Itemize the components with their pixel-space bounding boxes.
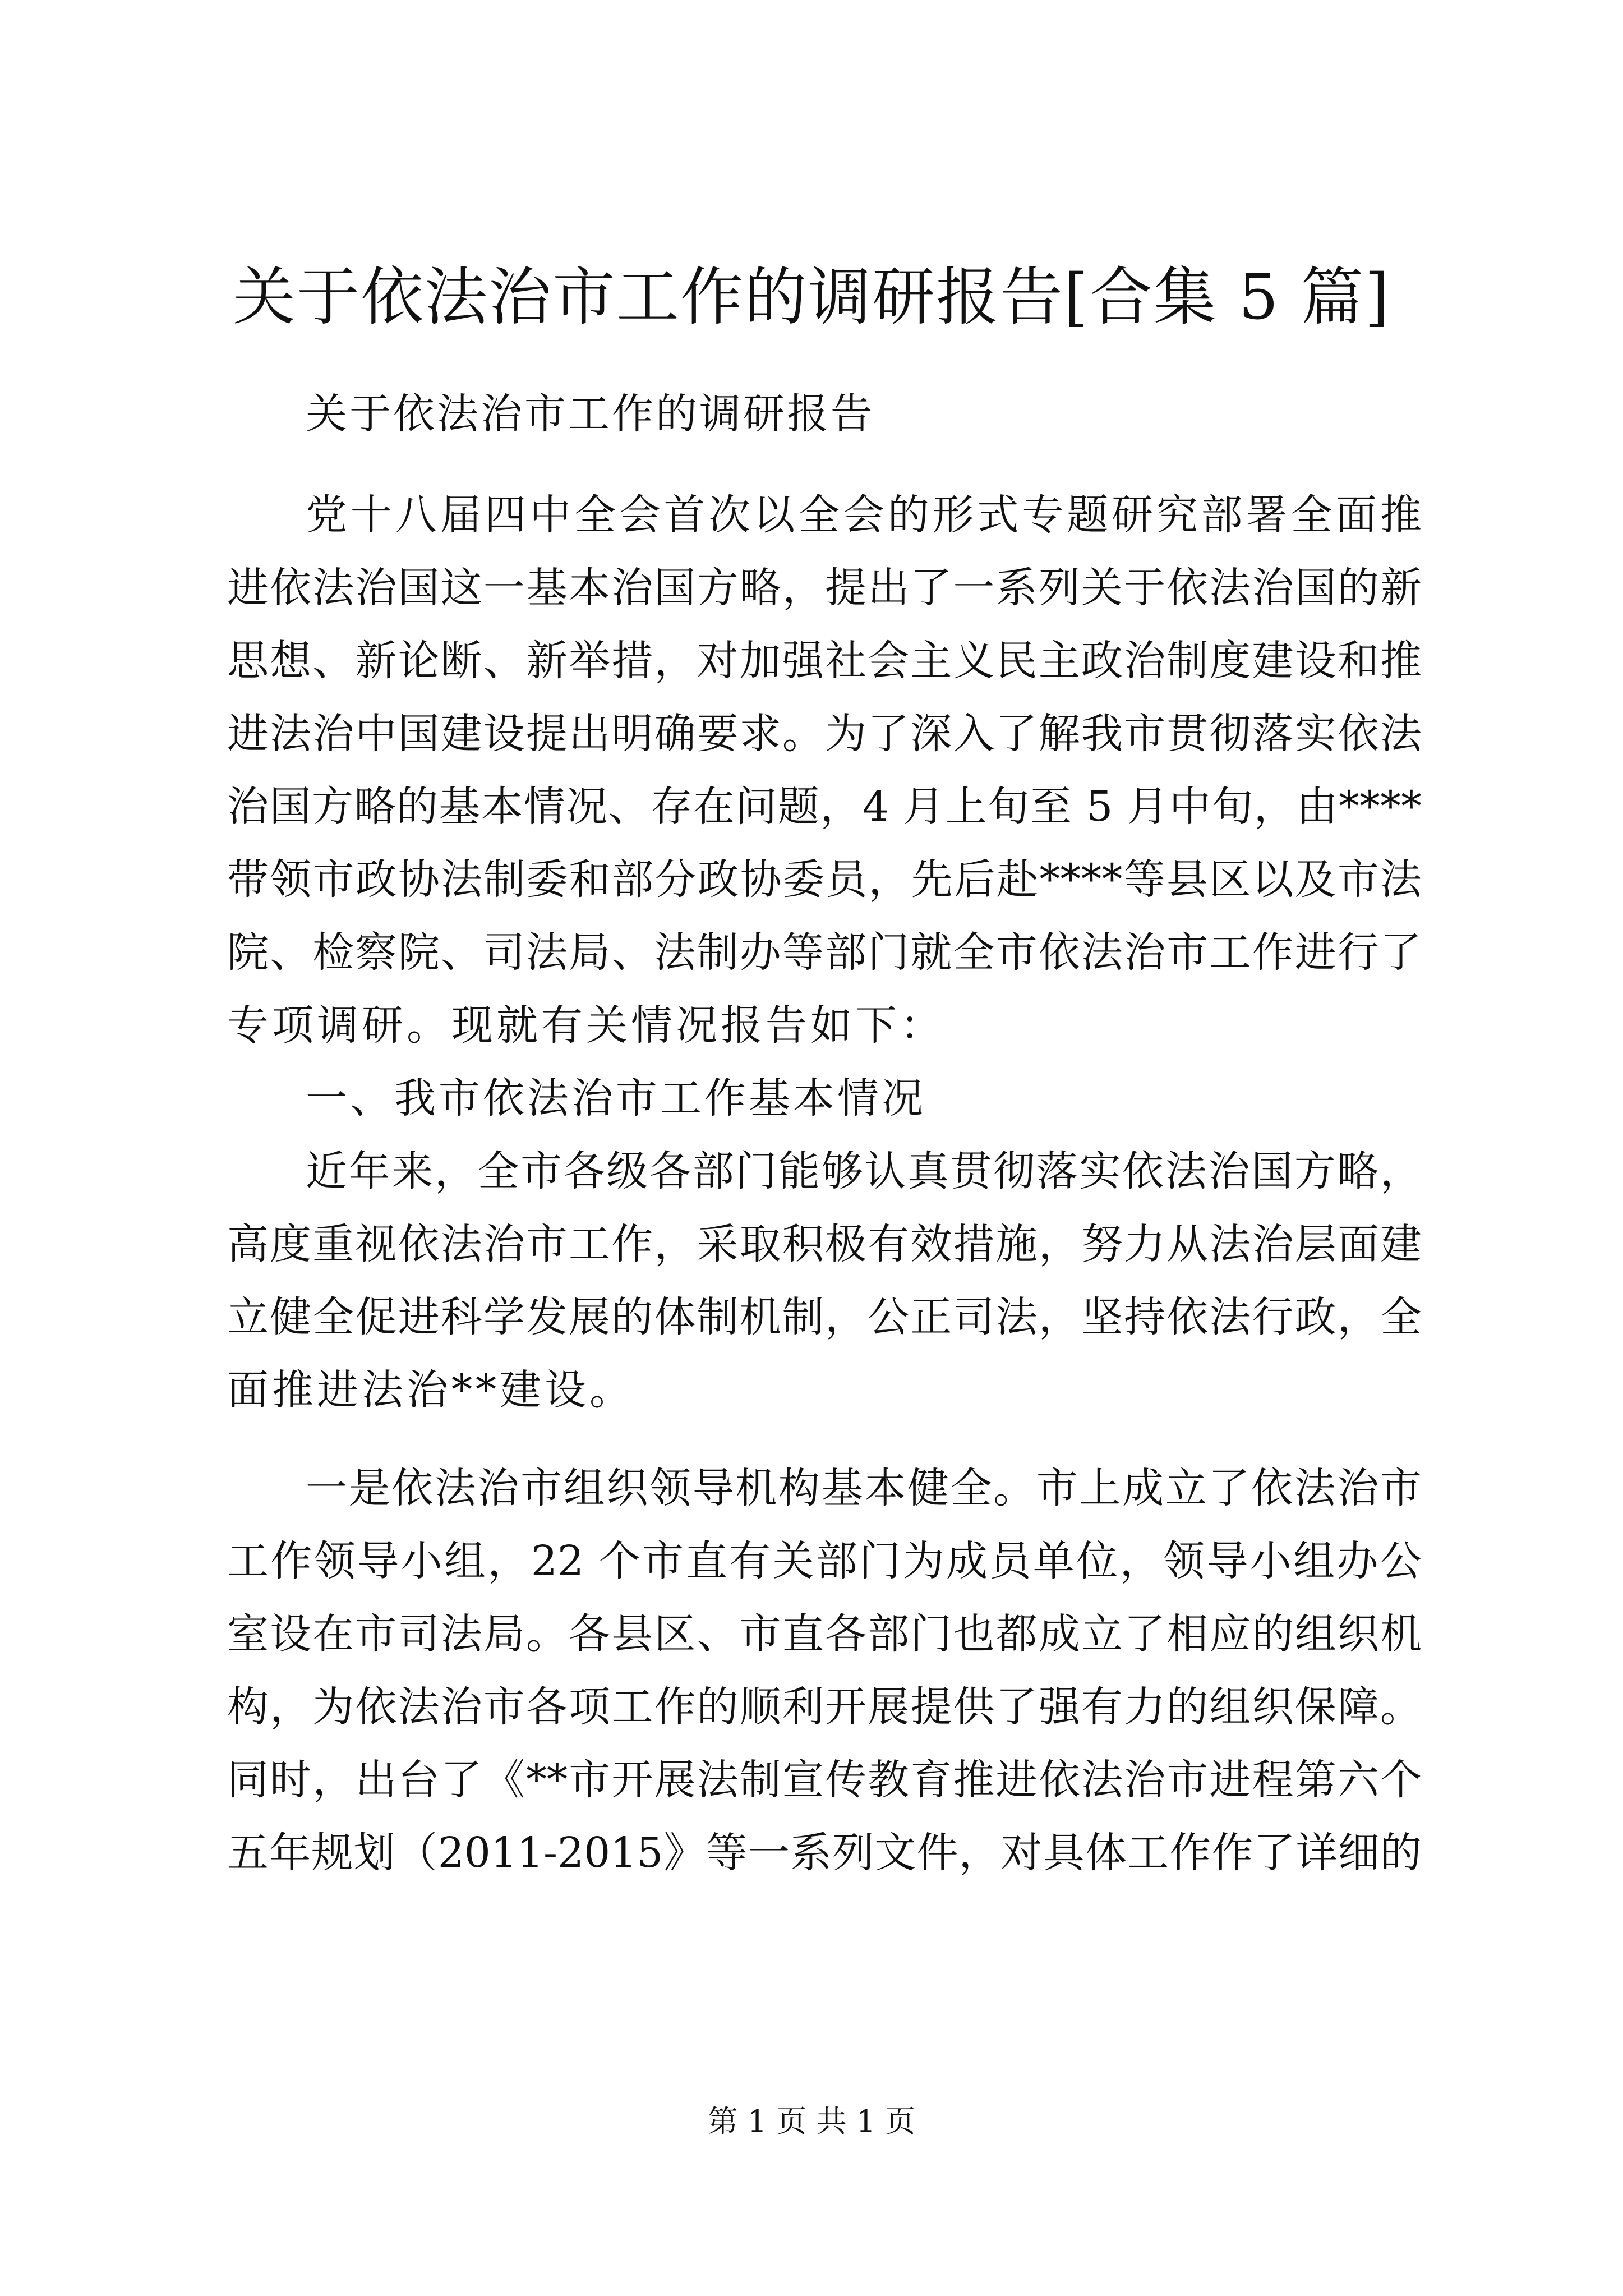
paragraph-line: 进依法治国这一基本治国方略，提出了一系列关于依法治国的新: [227, 564, 1422, 612]
paragraph-line: 一是依法治市组织领导机构基本健全。市上成立了依法治市: [306, 1464, 1422, 1512]
paragraph-line: 带领市政协法制委和部分政协委员，先后赴****等县区以及市法: [227, 855, 1422, 904]
paragraph-line: 高度重视依法治市工作，采取积极有效措施，努力从法治层面建: [227, 1220, 1422, 1268]
paragraph-line: 立健全促进科学发展的体制机制，公正司法，坚持依法行政，全: [227, 1293, 1422, 1341]
document-title: 关于依法治市工作的调研报告[合集 5 篇]: [233, 261, 1390, 334]
paragraph-line: 面推进法治**建设。: [227, 1366, 634, 1414]
paragraph-line: 室设在市司法局。各县区、市直各部门也都成立了相应的组织机: [227, 1610, 1422, 1658]
section-heading: 一、我市依法治市工作基本情况: [306, 1074, 926, 1122]
paragraph-line: 近年来，全市各级各部门能够认真贯彻落实依法治国方略，: [306, 1147, 1422, 1195]
paragraph-line: 工作领导小组，22 个市直有关部门为成员单位，领导小组办公: [227, 1537, 1422, 1585]
paragraph-line: 党十八届四中全会首次以全会的形式专题研究部署全面推: [306, 491, 1422, 539]
paragraph-line: 同时，出台了《**市开展法制宣传教育推进依法治市进程第六个: [227, 1756, 1422, 1804]
paragraph-line: 进法治中国建设提出明确要求。为了深入了解我市贯彻落实依法: [227, 710, 1422, 758]
paragraph-line: 院、检察院、司法局、法制办等部门就全市依法治市工作进行了: [227, 928, 1422, 977]
paragraph-line: 思想、新论断、新举措，对加强社会主义民主政治制度建设和推: [227, 637, 1422, 685]
document-subtitle: 关于依法治市工作的调研报告: [306, 390, 874, 438]
paragraph-line: 五年规划（2011-2015》等一系列文件，对具体工作作了详细的: [227, 1829, 1422, 1877]
paragraph-line: 专项调研。现就有关情况报告如下：: [227, 1001, 945, 1050]
page-footer: 第 1 页 共 1 页: [707, 2104, 916, 2139]
paragraph-line: 治国方略的基本情况、存在问题，4 月上旬至 5 月中旬，由****: [227, 783, 1422, 831]
paragraph-line: 构，为依法治市各项工作的顺利开展提供了强有力的组织保障。: [227, 1683, 1422, 1731]
